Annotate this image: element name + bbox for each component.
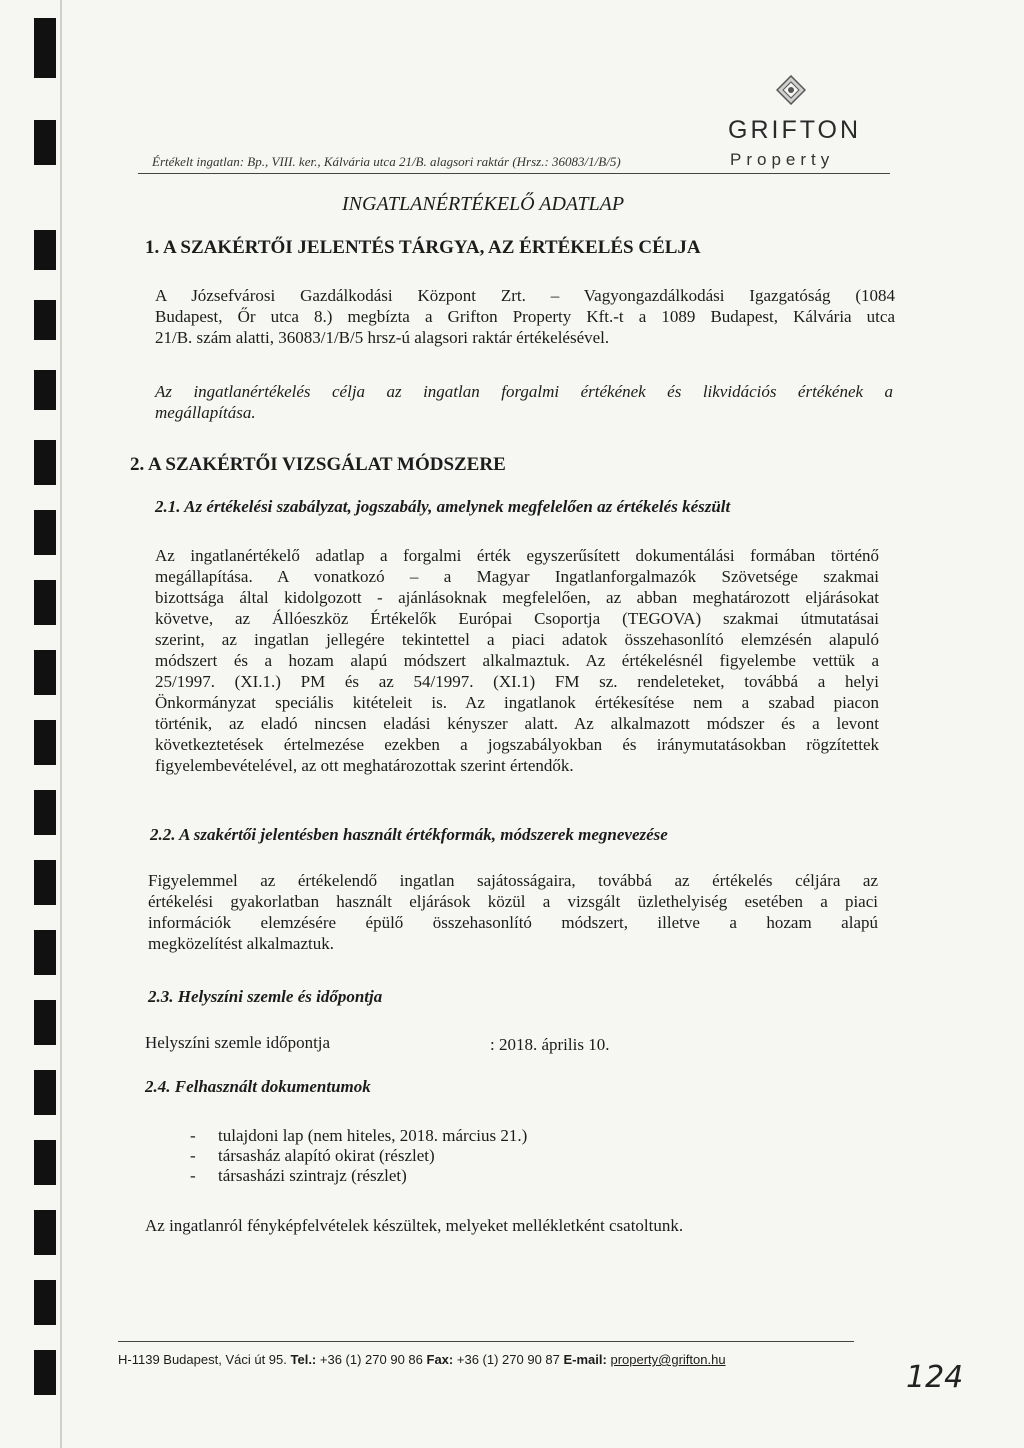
inspection-date-value: : 2018. április 10. <box>490 1035 610 1054</box>
section-2-2-paragraph <box>148 870 878 954</box>
text-line: Az ingatlanértékelés célja az ingatlan forgalmi értékének és likvidációs értékének a <box>155 382 893 401</box>
text-line: követve, az Állóeszköz Értékelők Európai Csoportja (TEGOVA) szakmai útmutatásai <box>155 609 879 628</box>
text-line: történik, az eladó nincsen eladási kényszer alatt. Az alkalmazott módszer és a levont <box>155 714 879 733</box>
section-2-2-heading: 2.2. A szakértői jelentésben használt értékformák, módszerek megnevezése <box>150 825 668 844</box>
binding-mark <box>34 930 56 975</box>
binding-edge <box>60 0 62 1448</box>
text-line: módszert és a hozam alapú módszert alkalmaztuk. Az értékelésnél figyelembe vettük a <box>155 651 879 670</box>
binding-mark <box>34 1070 56 1115</box>
section-2-heading: 2. A SZAKÉRTŐI VIZSGÁLAT MÓDSZERE <box>130 454 506 475</box>
document-title: INGATLANÉRTÉKELŐ ADATLAP <box>342 193 625 215</box>
binding-mark <box>34 1280 56 1325</box>
text-line: Budapest, Őr utca 8.) megbízta a Grifton Property Kft.-t a 1089 Budapest, Kálvária utca <box>155 307 895 326</box>
purpose-paragraph <box>155 381 893 423</box>
header-rule <box>138 173 890 174</box>
footer-email-link[interactable]: property@grifton.hu <box>610 1352 726 1367</box>
binding-mark <box>34 510 56 555</box>
section-1-paragraph <box>155 285 895 348</box>
text-line: szerint, az ingatlan jellegére tekintettel a piaci adatok összehasonlító elemzésén alapuló <box>155 630 879 649</box>
text-line: megközelítést alkalmaztuk. <box>148 934 334 953</box>
binding-mark <box>34 18 56 78</box>
text-line: 21/B. szám alatti, 36083/1/B/5 hrsz-ú alagsori raktár értékelésével. <box>155 328 610 347</box>
logo-subtitle: Property <box>730 150 835 169</box>
section-1-heading: 1. A SZAKÉRTŐI JELENTÉS TÁRGYA, AZ ÉRTÉKELÉS CÉLJA <box>145 237 701 258</box>
valued-property-header: Értékelt ingatlan: Bp., VIII. ker., Kálvária utca 21/B. alagsori raktár (Hrsz.: 36083/1/B/5) <box>152 154 621 169</box>
photo-note: Az ingatlanról fényképfelvételek készültek, melyeket mellékletként csatoltunk. <box>145 1216 684 1235</box>
footer-tel-label: Tel.: <box>290 1352 317 1367</box>
binding-mark <box>34 1000 56 1045</box>
text-line: figyelembevételével, az ott meghatározottak szerint értendők. <box>155 756 574 775</box>
footer-contact <box>118 1352 726 1367</box>
binding-strip <box>0 0 70 1448</box>
binding-mark <box>34 1140 56 1185</box>
footer-fax-label: Fax: <box>426 1352 454 1367</box>
text-line: 25/1997. (XI.1.) PM és az 54/1997. (XI.1) FM sz. rendeleteket, továbbá a helyi <box>155 672 879 691</box>
footer-rule <box>118 1341 854 1342</box>
text-line: megállapítása. <box>155 403 256 422</box>
text-line: információk elemzésére épülő összehasonlító módszert, illetve a hozam alapú <box>148 913 878 932</box>
text-line: bizottsága által kidolgozott - ajánlásoknak megfelelően, az abban meghatározott eljárásokat <box>155 588 879 607</box>
binding-mark <box>34 580 56 625</box>
text-line: Önkormányzat speciális kitételeit is. Az ingatlanok értékesítése nem a szabad piacon <box>155 693 879 712</box>
text-line: A Józsefvárosi Gazdálkodási Központ Zrt. – Vagyongazdálkodási Igazgatóság (1084 <box>155 286 895 305</box>
binding-mark <box>34 790 56 835</box>
binding-mark <box>34 860 56 905</box>
text-line: Figyelemmel az értékelendő ingatlan sajátosságaira, továbbá az értékelés céljára az <box>148 871 878 890</box>
text-line: értékelési gyakorlatban használt eljárások közül a vizsgált üzlethelyiség esetében a piaci <box>148 892 878 911</box>
list-item: - tulajdoni lap (nem hiteles, 2018. március 21.) <box>190 1126 527 1146</box>
section-2-1-paragraph <box>155 545 879 776</box>
binding-mark <box>34 1350 56 1395</box>
logo-name: GRIFTON <box>728 116 862 144</box>
section-2-4-heading: 2.4. Felhasznált dokumentumok <box>145 1077 371 1096</box>
section-2-3-heading: 2.3. Helyszíni szemle és időpontja <box>148 987 383 1006</box>
binding-mark <box>34 720 56 765</box>
footer-address: H-1139 Budapest, Váci út 95. <box>118 1352 287 1367</box>
footer-tel: +36 (1) 270 90 86 <box>319 1352 423 1367</box>
binding-mark <box>34 440 56 485</box>
inspection-date-label: Helyszíni szemle időpontja <box>145 1033 331 1052</box>
section-2-1-heading: 2.1. Az értékelési szabályzat, jogszabály, amelynek megfelelően az értékelés készült <box>155 497 731 516</box>
binding-mark <box>34 370 56 410</box>
binding-mark <box>34 650 56 695</box>
binding-mark <box>34 300 56 340</box>
binding-mark <box>34 1210 56 1255</box>
text-line: megállapítása. A vonatkozó – a Magyar Ingatlanforgalmazók Szövetsége szakmai <box>155 567 879 586</box>
handwritten-page-number: 124 <box>906 1360 964 1395</box>
text-line: Az ingatlanértékelő adatlap a forgalmi érték egyszerűsített dokumentálási formában történő <box>155 546 879 565</box>
list-item: - társasházi szintrajz (részlet) <box>190 1166 527 1186</box>
grifton-logo-icon <box>776 75 806 105</box>
text-line: következtetések értelmezése ezekben a jogszabályokban és iránymutatásokban rögzítettek <box>155 735 879 754</box>
footer-email-label: E-mail: <box>563 1352 607 1367</box>
footer-fax: +36 (1) 270 90 87 <box>456 1352 560 1367</box>
binding-mark <box>34 120 56 165</box>
documents-list <box>190 1126 527 1186</box>
binding-mark <box>34 230 56 270</box>
list-item: - társasház alapító okirat (részlet) <box>190 1146 527 1166</box>
